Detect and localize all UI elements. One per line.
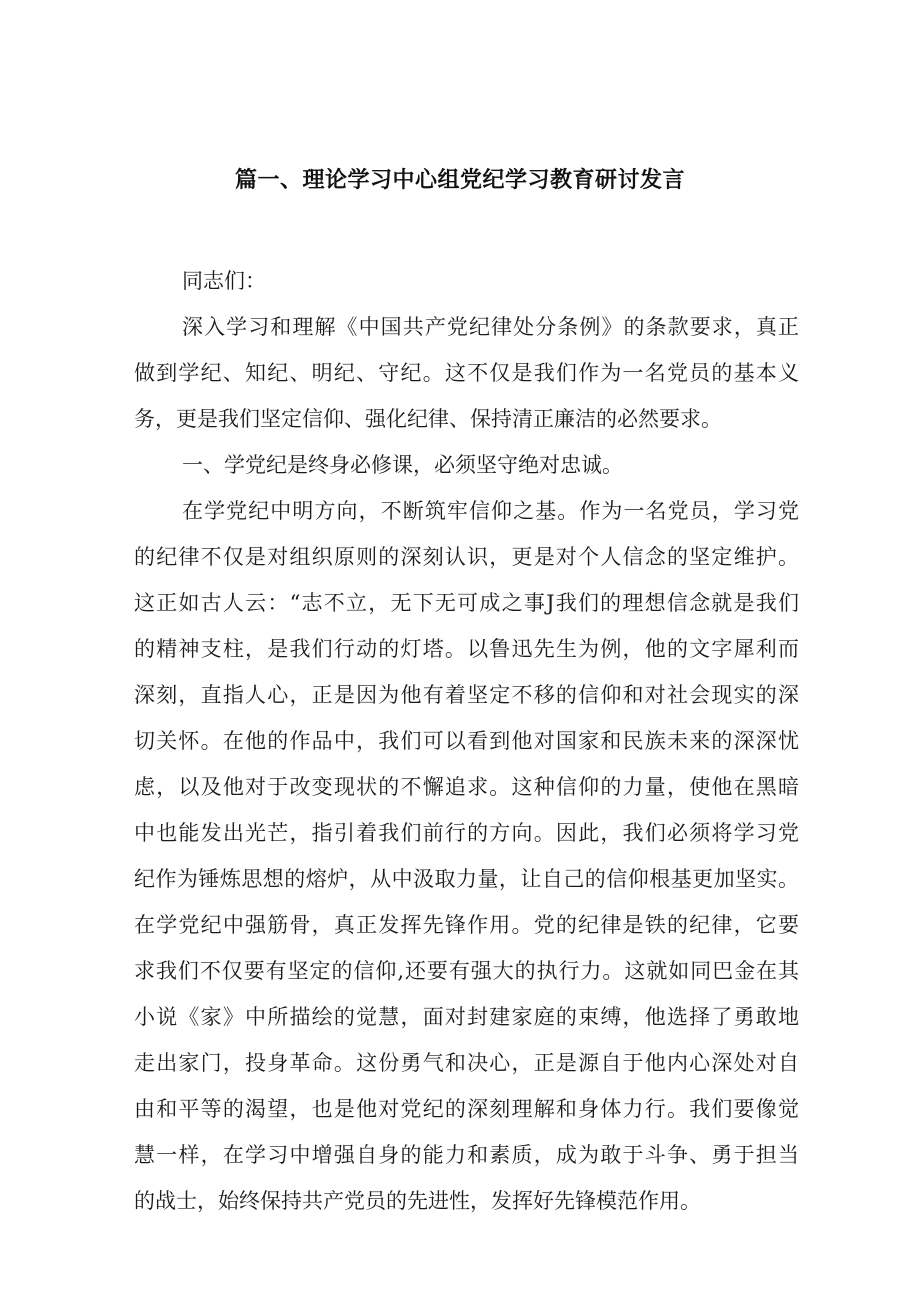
document-title: 篇一、理论学习中心组党纪学习教育研讨发言: [234, 168, 685, 193]
paragraph-line: 纪作为锤炼思想的熔炉，从中汲取力量，让自己的信仰根基更加坚实。: [134, 867, 799, 891]
paragraph-line: 的精神支柱，是我们行动的灯塔。以鲁迅先生为例，他的文字犀利而: [134, 637, 799, 661]
paragraph-line: 深刻，直指人心，正是因为他有着坚定不移的信仰和对社会现实的深: [134, 683, 799, 707]
paragraph-line: 在学党纪中强筋骨，真正发挥先锋作用。党的纪律是铁的纪律，它要: [134, 913, 799, 937]
paragraph-line: 由和平等的渴望，也是他对党纪的深刻理解和身体力行。我们要像觉: [134, 1097, 799, 1121]
paragraph-line: 切关怀。在他的作品中，我们可以看到他对国家和民族未来的深深忧: [134, 729, 799, 753]
paragraph-line: 走出家门，投身革命。这份勇气和决心，正是源自于他内心深处对自: [134, 1051, 799, 1075]
paragraph-line: 深入学习和理解《中国共产党纪律处分条例》的条款要求，真正: [182, 315, 799, 339]
paragraph-line: 做到学纪、知纪、明纪、守纪。这不仅是我们作为一名党员的基本义: [134, 361, 799, 385]
section-heading: 一、学党纪是终身必修课，必须坚守绝对忠诚。: [182, 453, 623, 477]
paragraph-line: 的战士，始终保持共产党员的先进性，发挥好先锋模范作用。: [134, 1189, 701, 1213]
paragraph-line: 中也能发出光芒，指引着我们前行的方向。因此，我们必须将学习党: [134, 821, 799, 845]
paragraph-line: 在学党纪中明方向，不断筑牢信仰之基。作为一名党员，学习党: [182, 499, 799, 523]
paragraph-line: 务，更是我们坚定信仰、强化纪律、保持清正廉洁的必然要求。: [134, 407, 722, 431]
salutation: 同志们：: [182, 269, 266, 293]
paragraph-line: 这正如古人云：“志不立，无下无可成之事J我们的理想信念就是我们: [134, 591, 799, 615]
paragraph-line: 的纪律不仅是对组织原则的深刻认识，更是对个人信念的坚定维护。: [134, 545, 799, 569]
paragraph-line: 慧一样，在学习中增强自身的能力和素质，成为敢于斗争、勇于担当: [134, 1143, 799, 1167]
paragraph-line: 虑，以及他对于改变现状的不懈追求。这种信仰的力量，使他在黑暗: [134, 775, 799, 799]
paragraph-line: 求我们不仅要有坚定的信仰,还要有强大的执行力。这就如同巴金在其: [134, 959, 799, 983]
paragraph-line: 小说《家》中所描绘的觉慧，面对封建家庭的束缚，他选择了勇敢地: [134, 1005, 799, 1029]
document-body: [134, 258, 799, 1224]
